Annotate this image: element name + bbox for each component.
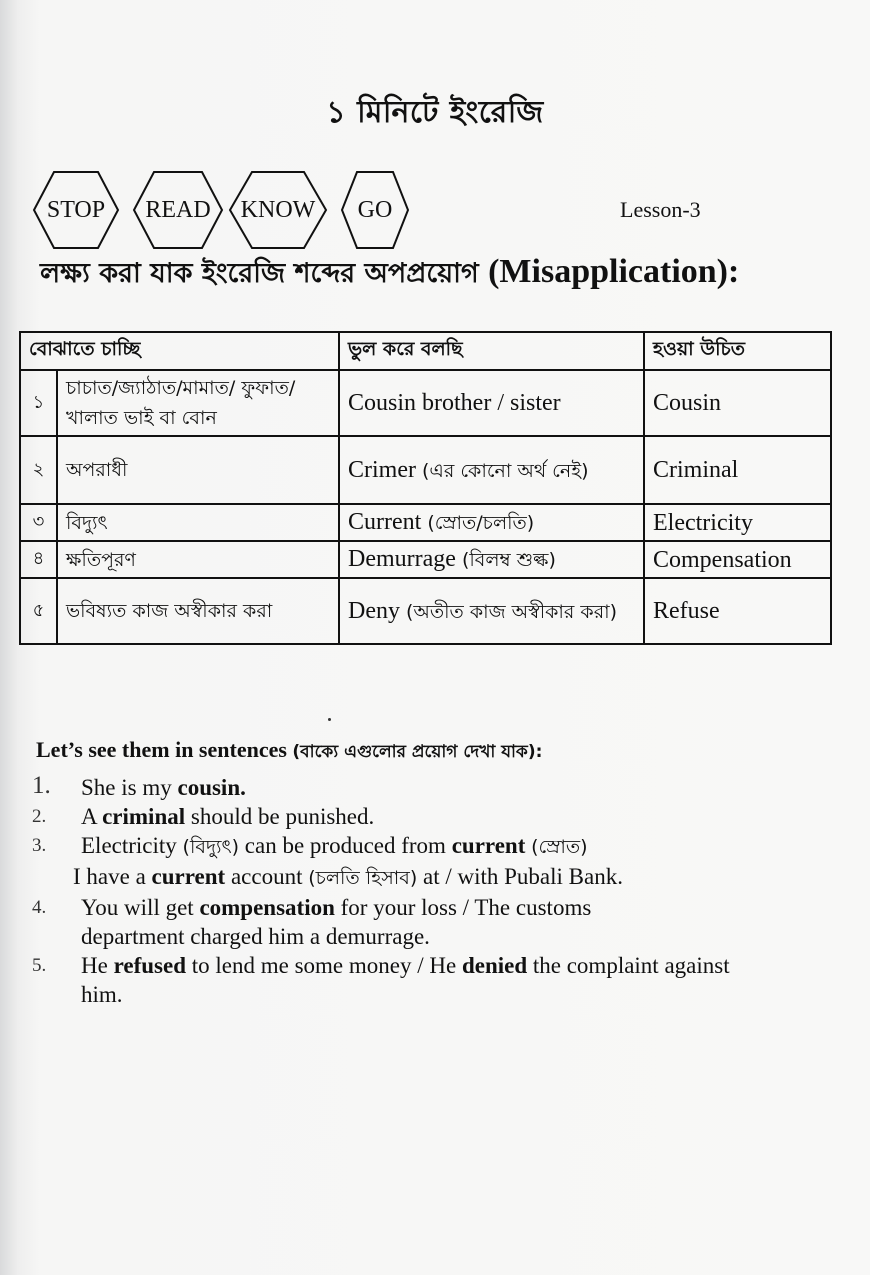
- row-wrong-note: (স্রোত/চলতি): [427, 512, 535, 534]
- sentence-keyword: compensation: [199, 895, 335, 920]
- row-wrong: [339, 436, 644, 504]
- row-right: Refuse: [644, 578, 831, 644]
- sentence-keyword: cousin.: [177, 775, 246, 800]
- sentences-title-bengali: (বাক্যে এগুলোর প্রয়োগ দেখা যাক):: [292, 742, 543, 762]
- row-number: ৫: [20, 578, 57, 644]
- row-wrong-word: Deny: [348, 597, 400, 624]
- list-item: [32, 773, 832, 802]
- sentence-bengali: (চলতি হিসাব): [308, 867, 418, 889]
- hexagon-go: [340, 170, 410, 250]
- sentence-text: She is my: [81, 775, 178, 800]
- table-header-row: [20, 332, 831, 370]
- sentence-text: You will get: [81, 895, 200, 920]
- row-wrong-word: Demurrage: [348, 546, 456, 572]
- page-title: ১ মিনিটে ইংরেজি: [326, 95, 544, 130]
- row-wrong-note: (এর কোনো অর্থ নেই): [421, 459, 589, 482]
- sentence-text: I have a: [73, 864, 152, 889]
- sentence-text: Electricity: [81, 833, 183, 858]
- sentence-text: account: [225, 864, 309, 889]
- row-right: Cousin: [644, 370, 831, 436]
- hexagon-stop: [32, 170, 120, 250]
- item-number: 2.: [32, 806, 47, 827]
- sentences-title-english: Let’s see them in sentences: [36, 737, 287, 762]
- row-number: ৪: [20, 541, 57, 578]
- sentence-text: can be produced from: [239, 833, 452, 858]
- hexagon-read: [132, 170, 224, 250]
- row-wrong-word: Cousin brother / sister: [348, 390, 561, 416]
- stray-dot: [328, 718, 331, 721]
- list-item: [32, 802, 832, 831]
- section-heading: [40, 253, 739, 298]
- row-meaning: অপরাধী: [57, 436, 339, 504]
- row-meaning: চাচাত/জ্যাঠাত/মামাত/ ফুফাত/ খালাত ভাই বা বোন: [57, 370, 339, 436]
- lesson-label: Lesson-3: [620, 197, 701, 222]
- row-wrong-note: (অতীত কাজ অস্বীকার করা): [405, 600, 618, 623]
- list-item: [32, 831, 832, 893]
- table-row: [20, 578, 831, 644]
- hexagon-know-label: KNOW: [240, 196, 316, 223]
- sentences-title: [36, 737, 542, 767]
- sentence-keyword: current: [151, 864, 226, 889]
- row-wrong-note: (বিলম্ব শুল্ক): [461, 549, 556, 571]
- row-meaning: ক্ষতিপূরণ: [57, 541, 339, 578]
- row-meaning: বিদ্যুৎ: [57, 504, 339, 541]
- row-wrong: [339, 578, 644, 644]
- header-wrong: ভুল করে বলছি: [339, 332, 644, 370]
- heading-bengali: লক্ষ্য করা যাক ইংরেজি শব্দের অপপ্রয়োগ: [40, 258, 479, 289]
- sentence-keyword: criminal: [102, 804, 186, 829]
- row-number: ১: [20, 370, 57, 436]
- sentence-text: should be punished.: [185, 804, 375, 829]
- item-number: 1.: [32, 772, 51, 799]
- table-row: [20, 504, 831, 541]
- header-meaning: বোঝাতে চাচ্ছি: [20, 332, 339, 370]
- row-number: ৩: [20, 504, 57, 541]
- sentence-text: to lend me some money / He: [185, 953, 462, 978]
- row-right: Criminal: [644, 436, 831, 504]
- misapplication-table: [19, 331, 832, 645]
- item-number: 5.: [32, 955, 47, 976]
- heading-english: (Misapplication):: [488, 253, 740, 290]
- row-wrong-word: Crimer: [348, 456, 416, 483]
- list-item: [32, 951, 832, 1009]
- item-number: 4.: [32, 897, 47, 918]
- sentence-keyword: denied: [461, 953, 528, 978]
- hexagon-read-label: READ: [145, 196, 211, 223]
- row-right: Electricity: [644, 504, 831, 541]
- item-number: 3.: [32, 835, 47, 856]
- row-wrong: [339, 370, 644, 436]
- sentence-text: for your loss / The customs department charged him a demurrage.: [81, 895, 592, 949]
- sentence-extra-line: [73, 862, 832, 893]
- sentence-text: the complaint against him.: [81, 953, 730, 1007]
- row-wrong: [339, 504, 644, 541]
- hexagon-stop-label: STOP: [46, 196, 106, 223]
- row-number: ২: [20, 436, 57, 504]
- header-right: হওয়া উচিত: [644, 332, 831, 370]
- sentence-keyword: current: [451, 833, 526, 858]
- table-row: [20, 436, 831, 504]
- row-right: Compensation: [644, 541, 831, 578]
- hexagon-know: [228, 170, 328, 250]
- row-wrong: [339, 541, 644, 578]
- hexagon-go-label: GO: [357, 196, 393, 223]
- sentence-bengali: (স্রোত): [531, 836, 588, 858]
- row-meaning: ভবিষ্যত কাজ অস্বীকার করা: [57, 578, 339, 644]
- sentence-keyword: refused: [113, 953, 186, 978]
- sentence-bengali: (বিদ্যুৎ): [182, 836, 240, 858]
- sentence-text: A: [81, 804, 103, 829]
- list-item: [32, 893, 832, 951]
- row-wrong-word: Current: [348, 509, 422, 535]
- table-row: [20, 541, 831, 578]
- sentence-text: He: [81, 953, 114, 978]
- sentence-text: at / with Pubali Bank.: [417, 864, 623, 889]
- table-row: [20, 370, 831, 436]
- sentence-list: [32, 773, 832, 1009]
